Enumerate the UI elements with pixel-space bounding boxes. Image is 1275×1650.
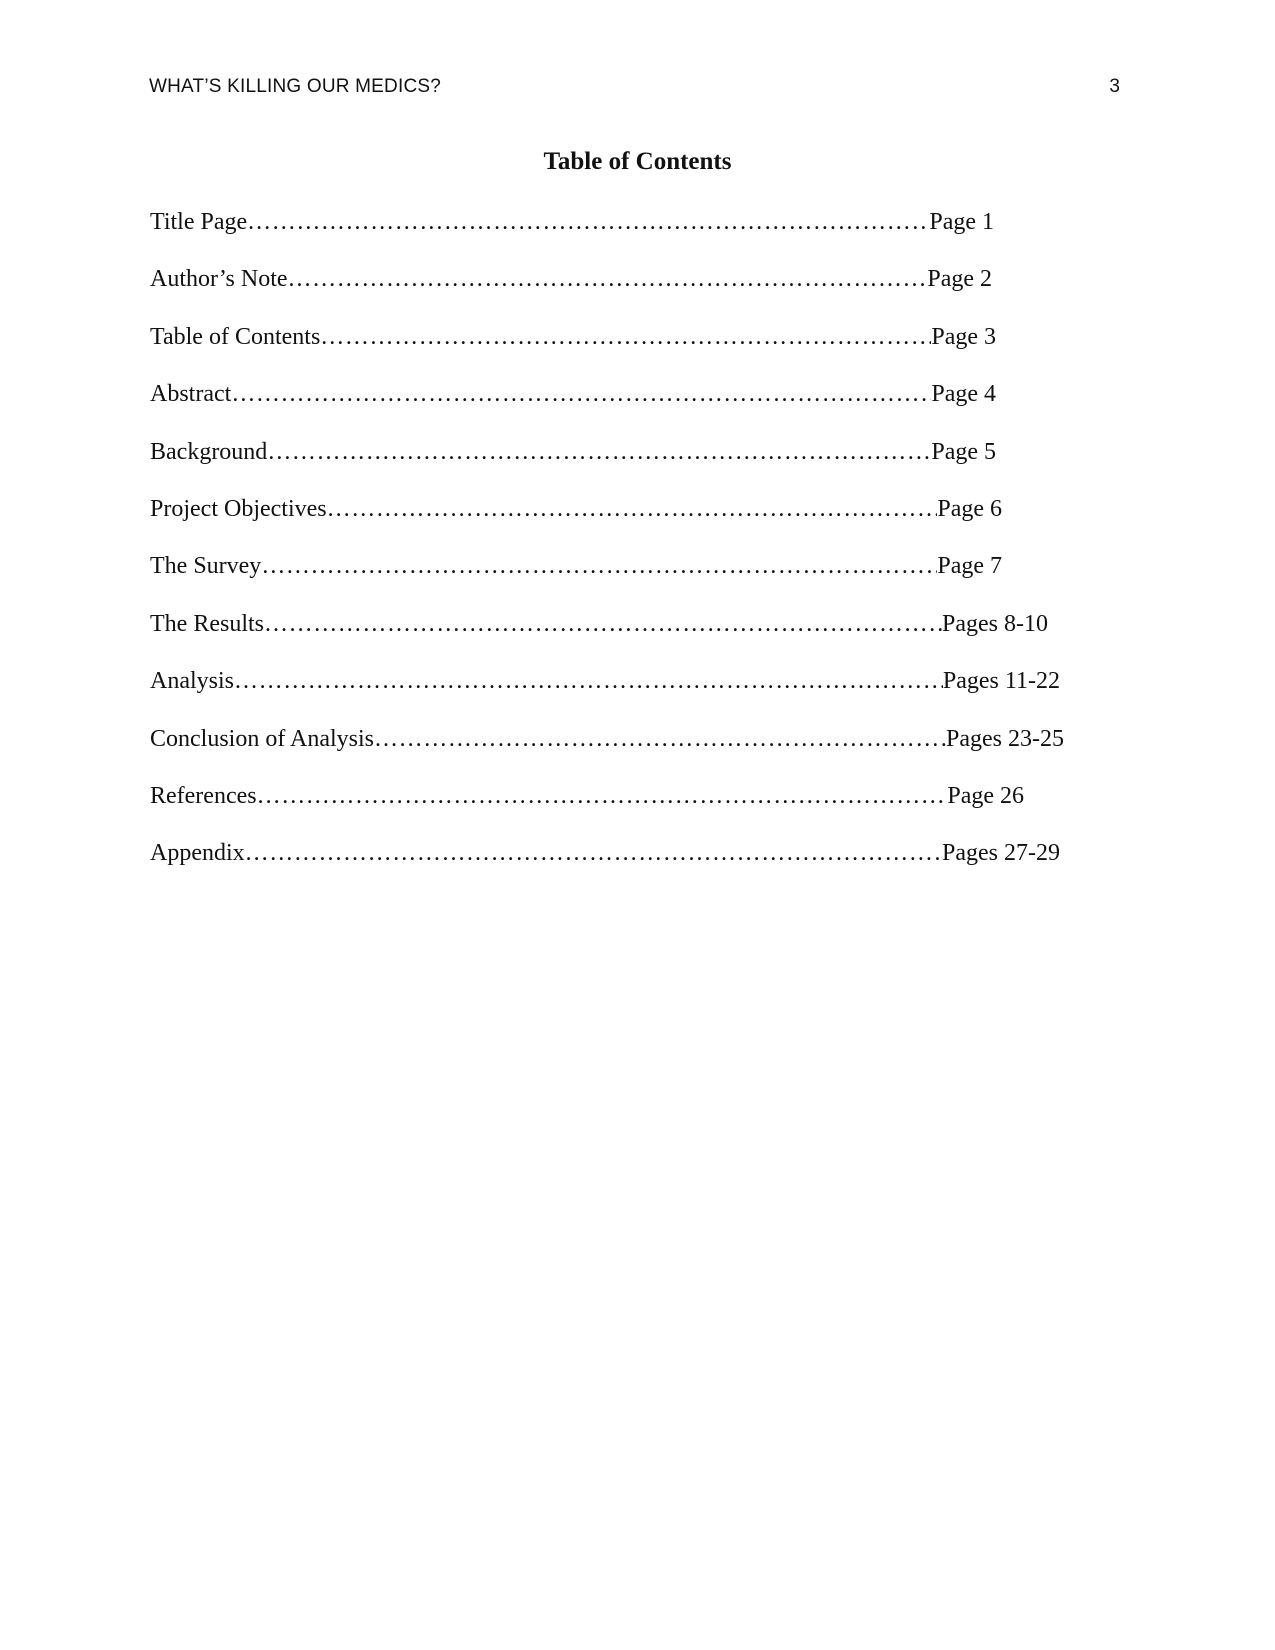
toc-entry-label: Table of Contents	[150, 323, 321, 350]
toc-entry-label: The Survey	[150, 553, 262, 580]
dot-leader	[245, 839, 942, 867]
toc-entry-page: Pages 23-25	[946, 725, 1064, 752]
toc-entry-page: Page 1	[929, 209, 994, 235]
toc-entry-page: Page 4	[931, 381, 996, 408]
toc-entry-label: Abstract	[150, 381, 232, 408]
dot-leader	[288, 265, 928, 293]
toc-entry-the-survey	[150, 552, 1064, 609]
dot-leader	[261, 552, 937, 580]
page-title: Table of Contents	[543, 148, 732, 175]
toc-entry-page: Page 6	[937, 495, 1002, 522]
toc-entry-background	[150, 438, 1064, 495]
toc-entry-authors-note	[150, 265, 1064, 322]
dot-leader	[231, 380, 931, 408]
toc-entry-label: References	[150, 782, 257, 809]
toc-entry-label: Analysis	[150, 668, 234, 695]
toc-entry-page: Page 5	[931, 438, 996, 465]
toc-entry-page: Page 7	[937, 553, 1002, 580]
dot-leader	[320, 323, 931, 351]
toc-entry-label: The Results	[150, 610, 264, 637]
toc-entry-abstract	[150, 380, 1064, 437]
dot-leader	[247, 208, 929, 236]
toc-list	[150, 208, 1064, 897]
toc-entry-project-objectives	[150, 495, 1064, 552]
dot-leader	[234, 667, 943, 695]
dot-leader	[267, 438, 931, 466]
toc-entry-page: Pages 8-10	[942, 610, 1048, 637]
toc-entry-label: Appendix	[150, 840, 245, 867]
toc-entry-page: Page 2	[927, 266, 992, 293]
toc-entry-page: Pages 11-22	[942, 668, 1060, 695]
toc-entry-analysis	[150, 667, 1064, 724]
dot-leader	[374, 725, 946, 753]
running-head: WHAT’S KILLING OUR MEDICS?	[149, 76, 441, 97]
toc-entry-label: Conclusion of Analysis	[150, 725, 375, 752]
toc-entry-label: Author’s Note	[150, 266, 288, 293]
toc-entry-page: Page 3	[931, 323, 996, 350]
toc-entry-appendix	[150, 839, 1064, 896]
toc-entry-label: Background	[150, 438, 268, 465]
toc-entry-references	[150, 782, 1064, 839]
toc-entry-label: Title Page	[150, 209, 248, 235]
toc-entry-page: Pages 27-29	[942, 840, 1060, 867]
toc-entry-conclusion-of-analysis	[150, 725, 1064, 782]
page-number: 3	[1109, 76, 1120, 97]
toc-entry-title-page	[150, 208, 1064, 265]
dot-leader	[264, 610, 942, 638]
dot-leader	[257, 782, 948, 810]
toc-entry-the-results	[150, 610, 1064, 667]
toc-entry-table-of-contents	[150, 323, 1064, 380]
toc-entry-label: Project Objectives	[150, 495, 327, 522]
toc-entry-page: Page 26	[947, 782, 1024, 809]
dot-leader	[327, 495, 938, 523]
